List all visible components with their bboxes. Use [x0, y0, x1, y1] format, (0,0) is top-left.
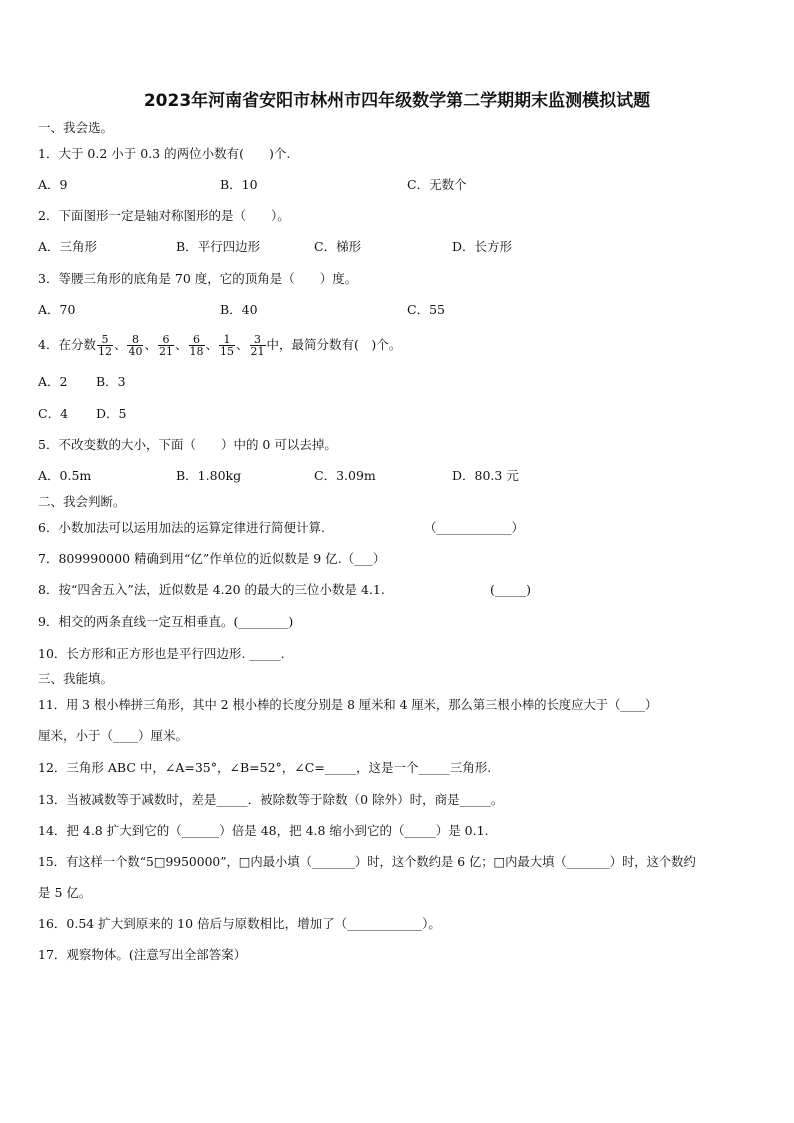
- q2-option-d: D．长方形: [452, 239, 513, 254]
- q1-option-b: B．10: [220, 177, 258, 192]
- q3-option-b: B．40: [220, 302, 258, 317]
- fraction-5: $\frac{1}{15}$: [220, 333, 235, 358]
- question-15-line-1: 15．有这样一个数“5□9950000”，□内最小填（_______）时，这个数约是 6 亿；□内最大填（_______）时，这个数约: [38, 855, 696, 869]
- question-9: 9．相交的两条直线一定互相垂直。(________): [38, 614, 294, 629]
- fraction-2: $\frac{8}{40}$: [128, 333, 143, 358]
- fraction-3: $\frac{6}{21}$: [158, 333, 173, 358]
- question-17: 17．观察物体。(注意写出全部答案）: [38, 947, 247, 962]
- question-5: 5．不改变数的大小，下面（ ）中的 0 可以去掉。: [38, 437, 337, 452]
- question-1: 1．大于 0.2 小于 0.3 的两位小数有( )个.: [38, 146, 291, 161]
- page-title: 2023年河南省安阳市林州市四年级数学第二学期期末监测模拟试题: [143, 91, 651, 111]
- fraction-separator: 、: [236, 337, 249, 352]
- question-2: 2．下面图形一定是轴对称图形的是（ ）。: [38, 208, 290, 223]
- question-7: 7．809990000 精确到用“亿”作单位的近似数是 9 亿.（___）: [38, 551, 386, 566]
- q4-option-d: D．5: [96, 406, 127, 421]
- fraction-1: $\frac{5}{12}$: [97, 333, 112, 358]
- q4-prefix: 4．在分数: [38, 337, 96, 352]
- question-14: 14．把 4.8 扩大到它的（______）倍是 48，把 4.8 缩小到它的（_____）是 0.1.: [38, 823, 489, 838]
- q2-option-a: A．三角形: [38, 239, 98, 254]
- question-10: 10．长方形和正方形也是平行四边形. _____.: [38, 646, 285, 661]
- q5-option-d: D．80.3 元: [452, 468, 519, 483]
- question-4: [38, 330, 401, 360]
- q8-answer-blank[interactable]: (_____): [490, 582, 532, 597]
- fraction-separator: 、: [205, 337, 219, 352]
- fraction-4: $\frac{6}{18}$: [189, 333, 204, 358]
- question-12: 12．三角形 ABC 中，∠A=35°，∠B=52°，∠C=_____，这是一个_____三角形.: [38, 760, 492, 775]
- q5-option-a: A．0.5m: [38, 468, 92, 483]
- q4-option-c: C．4: [38, 406, 69, 421]
- q2-option-b: B．平行四边形: [176, 239, 261, 254]
- fraction-separator: 、: [113, 337, 127, 352]
- question-15-line-2: 是 5 亿。: [38, 885, 92, 900]
- question-11-line-1: 11．用 3 根小棒拼三角形，其中 2 根小棒的长度分别是 8 厘米和 4 厘米，那么第三根小棒的长度应大于（____）: [38, 698, 658, 712]
- q1-option-c: C．无数个: [407, 177, 467, 192]
- q4-suffix: 中，最简分数有( )个。: [266, 337, 402, 352]
- q3-option-c: C．55: [407, 302, 445, 317]
- fraction-separator: 、: [174, 337, 188, 352]
- q4-option-b: B．3: [96, 374, 126, 389]
- fraction-6: $\frac{3}{21}$: [250, 333, 265, 358]
- question-3: 3．等腰三角形的底角是 70 度，它的顶角是（ ）度。: [38, 271, 358, 286]
- q3-option-a: A．70: [38, 302, 76, 317]
- q5-option-b: B．1.80kg: [176, 468, 242, 483]
- question-13: 13．当被减数等于减数时，差是_____．被除数等于除数（0 除外）时，商是_____。: [38, 792, 504, 807]
- fraction-separator: 、: [144, 337, 157, 352]
- section-heading-judge: 二、我会判断。: [38, 494, 126, 509]
- question-8: 8．按“四舍五入”法，近似数是 4.20 的最大的三位小数是 4.1.: [38, 582, 385, 597]
- q6-answer-blank[interactable]: （____________）: [424, 520, 525, 535]
- q1-option-a: A．9: [38, 177, 68, 192]
- section-heading-fill: 三、我能填。: [38, 671, 114, 686]
- question-11-line-2: 厘米，小于（____）厘米。: [38, 728, 189, 743]
- question-6: 6．小数加法可以运用加法的运算定律进行简便计算.: [38, 520, 325, 535]
- question-16: 16．0.54 扩大到原来的 10 倍后与原数相比，增加了（____________）。: [38, 916, 441, 931]
- q4-option-a: A．2: [38, 374, 68, 389]
- q5-option-c: C．3.09m: [314, 468, 376, 483]
- q2-option-c: C．梯形: [314, 239, 362, 254]
- section-heading-choice: 一、我会选。: [38, 120, 114, 135]
